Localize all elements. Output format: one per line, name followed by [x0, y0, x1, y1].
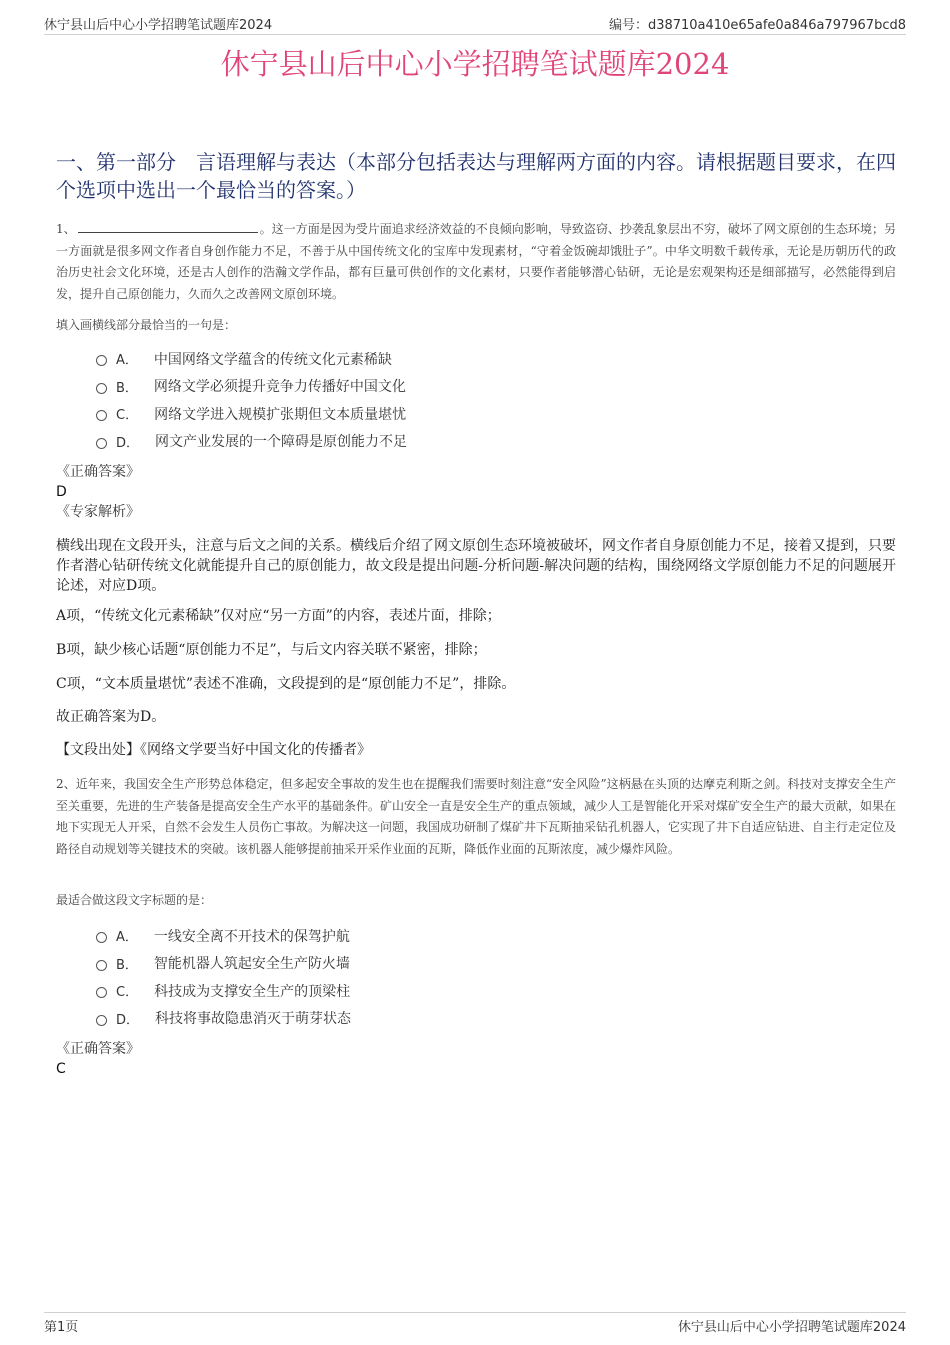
option-b[interactable] [96, 373, 407, 401]
fill-blank [78, 220, 258, 233]
radio-button[interactable] [96, 438, 107, 449]
option-letter: C． [116, 985, 139, 1001]
radio-button[interactable] [96, 383, 107, 394]
header-doc-name: 休宁县山后中心小学招聘笔试题库2024 [44, 18, 273, 33]
analysis-paragraph-2: A项，“传统文化元素稀缺”仅对应“另一方面”的内容，表述片面，排除； [56, 608, 501, 624]
analysis-paragraph-3: B项，缺少核心话题“原创能力不足”，与后文内容关联不紧密，排除； [56, 642, 487, 658]
page-footer [44, 1312, 906, 1336]
option-c[interactable] [96, 977, 351, 1005]
section-heading: 一、第一部分 言语理解与表达（本部分包括表达与理解两方面的内容。请根据题目要求，在四个选项中选出一个最恰当的答案。） [56, 150, 896, 202]
analysis-paragraph-4: C项，“文本质量堪忧”表述不准确，文段提到的是“原创能力不足”，排除。 [56, 676, 516, 692]
option-letter: B． [116, 957, 138, 973]
question-1-answer [56, 462, 896, 522]
option-letter: A． [116, 353, 138, 369]
analysis-paragraph-5: 故正确答案为D。 [56, 709, 166, 725]
answer-label: 《正确答案》 [56, 464, 140, 480]
option-letter: C． [116, 408, 139, 424]
option-letter: B． [116, 380, 138, 396]
option-d[interactable] [96, 1005, 351, 1033]
option-text: 网络文学必须提升竞争力传播好中国文化 [153, 379, 406, 396]
option-text: 科技将事故隐患消灭于萌芽状态 [155, 1011, 352, 1028]
question-2-answer [56, 1039, 896, 1079]
option-b[interactable] [96, 950, 351, 978]
option-text: 中国网络文学蕴含的传统文化元素稀缺 [153, 351, 392, 368]
footer-doc-name: 休宁县山后中心小学招聘笔试题库2024 [677, 1320, 906, 1335]
option-text: 网络文学进入规模扩张期但文本质量堪忧 [154, 406, 407, 423]
radio-button[interactable] [96, 987, 107, 998]
option-a[interactable] [96, 345, 407, 373]
radio-button[interactable] [96, 1015, 107, 1026]
analysis-paragraph-1: 横线出现在文段开头，注意与后文之间的关系。横线后介绍了网文原创生态环境被破坏，网文作者自身原创能力不足，接着又提到，只要作者潜心钻研传统文化就能提升自己的原创能力，故文段是提出问题-分析问题-解决问题的结构，围绕网络文学原创能力不足的问题展开论述，对应D项。 [56, 538, 896, 594]
answer-value: D [56, 484, 67, 500]
question-2-options [96, 922, 351, 1032]
option-d[interactable] [96, 428, 407, 456]
document-title: 休宁县山后中心小学招聘笔试题库2024 [220, 47, 730, 81]
radio-button[interactable] [96, 932, 107, 943]
option-letter: D． [116, 1012, 140, 1028]
question-2-text: 2、近年来，我国安全生产形势总体稳定，但多起安全事故的发生也在提醒我们需要时刻注意“安全风险”这柄悬在头顶的达摩克利斯之剑。科技对支撑安全生产至关重要，先进的生产装备是提高安全生产水平的基础条件。矿山安全一直是安全生产的重点领域，减少人工是智能化开采对煤矿安全生产的最大贡献，如果在地下实现无人开采，自然不会发生人员伤亡事故。为解决这一问题，我国成功研制了煤矿井下瓦斯抽采钻孔机器人，它实现了井下自适应钻进、自主行走定位及路径自动规划等关键技术的突破。该机器人能够提前抽采开采作业面的瓦斯，降低作业面的瓦斯浓度，减少爆炸风险。 [56, 777, 897, 856]
question-2-prompt: 最适合做这段文字标题的是： [56, 893, 213, 907]
question-1-number: 1、 [56, 222, 76, 236]
option-text: 智能机器人筑起安全生产防火墙 [153, 956, 350, 973]
answer-label: 《正确答案》 [56, 1041, 140, 1057]
question-1-text [56, 219, 896, 305]
option-text: 一线安全离不开技术的保驾护航 [153, 928, 350, 945]
analysis-label: 《专家解析》 [56, 504, 140, 520]
answer-value: C [56, 1061, 66, 1077]
radio-button[interactable] [96, 960, 107, 971]
option-text: 科技成为支撑安全生产的顶梁柱 [154, 983, 351, 1000]
question-1-prompt: 填入画横线部分最恰当的一句是： [56, 318, 237, 332]
question-1-body: 。这一方面是因为受片面追求经济效益的不良倾向影响，导致盗窃、抄袭乱象层出不穷，破坏了网文原创的生态环境；另一方面就是很多网文作者自身创作能力不足，不善于从中国传统文化的宝库中发现素材，“守着金饭碗却饿肚子”。中华文明数千载传承，无论是历朝历代的政治历史社会文化环境，还是古人创作的浩瀚文学作品，都有巨量可供创作的文化素材，只要作者能够潜心钻研，无论是宏观架构还是细部描写，必然能得到启发，提升自己原创能力，久而久之改善网文原创环境。 [56, 222, 896, 301]
analysis-source: 【文段出处】《网络文学要当好中国文化的传播者》 [56, 742, 371, 758]
header-doc-id: 编号：d38710a410e65afe0a846a797967bcd8 [608, 18, 906, 33]
radio-button[interactable] [96, 410, 107, 421]
page-header [44, 14, 906, 35]
option-a[interactable] [96, 922, 351, 950]
option-c[interactable] [96, 400, 407, 428]
question-1-options [96, 345, 407, 455]
option-letter: D． [116, 435, 140, 451]
option-letter: A． [116, 930, 138, 946]
radio-button[interactable] [96, 355, 107, 366]
page-number: 第1页 [44, 1320, 79, 1335]
option-text: 网文产业发展的一个障碍是原创能力不足 [155, 434, 408, 451]
